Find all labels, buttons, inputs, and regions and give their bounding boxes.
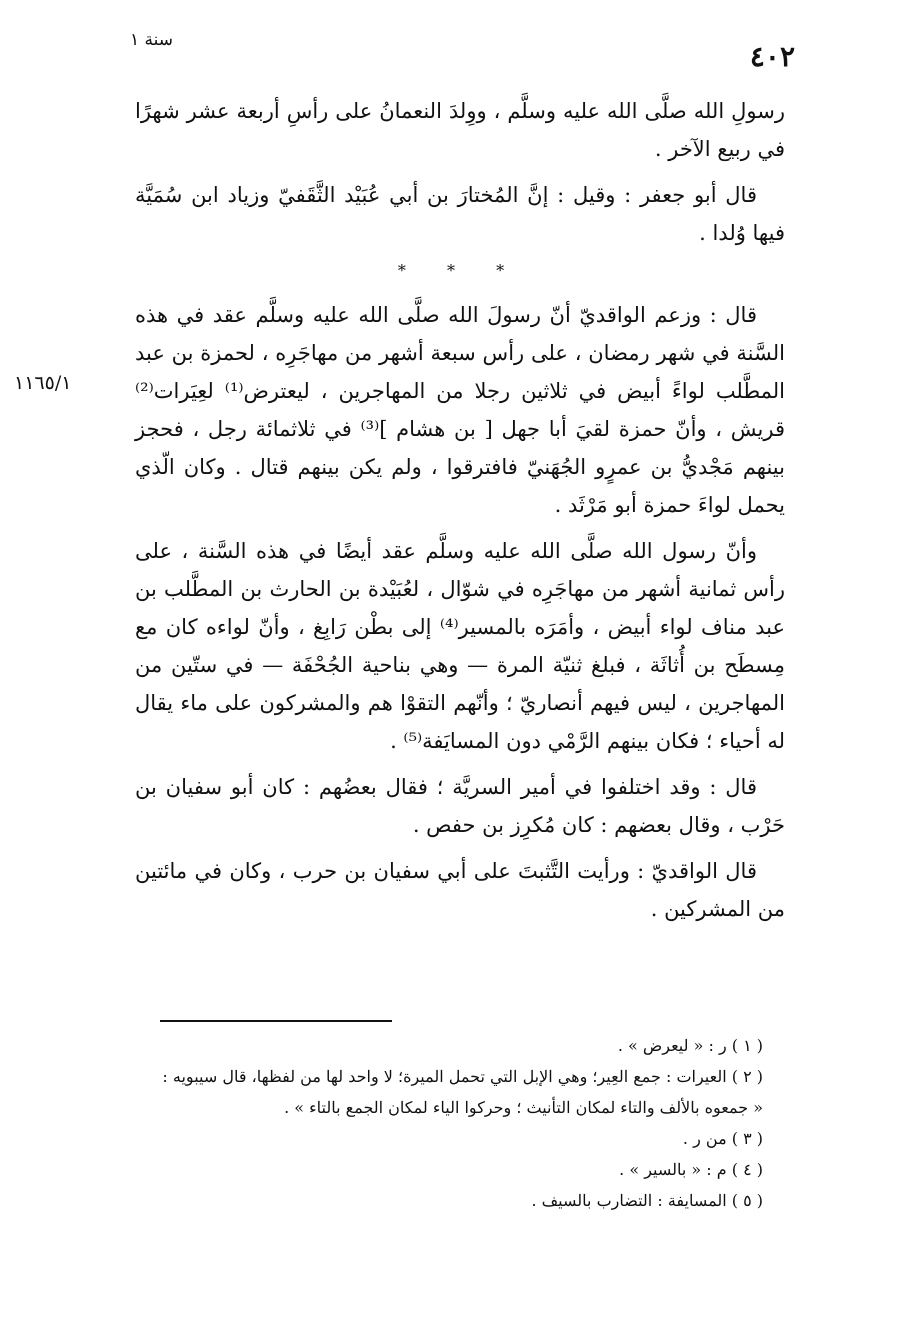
paragraph: قال الواقديّ : ورأيت التَّثبتَ على أبي سفيان بن حرب ، وكان في مائتين من المشركين . — [135, 859, 785, 921]
paragraph: قال أبو جعفر : وقيل : إنَّ المُختارَ بن أبي عُبَيْد الثَّقَفيّ وزياد ابن سُمَيَّة فيها وُلدا . — [135, 183, 785, 245]
footnote: ( ٣ ) من ر . — [682, 1129, 763, 1148]
paragraph: قال : وقد اختلفوا في أمير السريَّة ؛ فقال بعضُهم : كان أبو سفيان بن حَرْب ، وقال بعضهم : كان مُكرِز بن حفص . — [135, 775, 785, 837]
paragraph: قال : وزعم الواقديّ أنّ رسولَ الله صلَّى الله عليه وسلَّم عقد في هذه السَّنة في شهر رمضان ، على رأس سبعة أشهر من مهاجَرِه ، لحمزة بن عبد المطَّلب لواءً أبيض في ثلاثين رجلا من المهاجرين ، ليعترض⁽¹⁾ لعِيَرات⁽²⁾ قريش ، وأنّ حمزة لقيَ أبا جهل [ بن هشام ]⁽³⁾ في ثلاثمائة رجل ، فحجز بينهم مَجْديُّ بن عمرٍو الجُهَنيّ فافترقوا ، ولم يكن بينهم قتال . وكان الّذي يحمل لواءَ حمزة أبو مَرْثَد . — [135, 303, 785, 517]
margin-reference: ١١٦٥/١ — [14, 372, 72, 394]
footnotes — [123, 1030, 763, 1216]
footnote: ( ١ ) ر : « ليعرض » . — [617, 1036, 763, 1055]
footnote-continuation: « جمعوه بالألف والتاء لمكان التأنيث ؛ وحركوا الياء لمكان الجمع بالتاء » . — [284, 1098, 763, 1117]
page-number: ٤٠٢ — [749, 40, 795, 73]
paragraph: رسولِ الله صلَّى الله عليه وسلَّم ، ووِلدَ النعمانُ على رأسِ أربعة عشر شهرًا في ربيع الآخر . — [135, 99, 785, 161]
footnote: ( ٢ ) العيرات : جمع العِير؛ وهي الإبل التي تحمل الميرة؛ لا واحد لها من لفظها، قال سيبويه : — [162, 1067, 763, 1086]
footnote: ( ٤ ) م : « بالسير » . — [619, 1160, 763, 1179]
running-head: سنة ١ — [130, 30, 174, 50]
main-text — [135, 92, 785, 936]
footnote: ( ٥ ) المسايفة : التضارب بالسيف . — [531, 1191, 763, 1210]
section-separator: * * * — [397, 261, 523, 280]
footnote-divider — [160, 1020, 392, 1022]
paragraph: وأنّ رسول الله صلَّى الله عليه وسلَّم عقد أيضًا في هذه السَّنة ، على رأس ثمانية أشهر من مهاجَرِه في شوّال ، لعُبَيْدة بن الحارث بن المطَّلب بن عبد مناف لواء أبيض ، وأمَرَه بالمسير⁽⁴⁾ إلى بطْن رَابِغ ، وأنّ لواءه كان مع مِسطَح بن أُثاثَة ، فبلغ ثنيّة المرة — وهي بناحية الجُحْفَة — في ستّين من المهاجرين ، ليس فيهم أنصاريّ ؛ وأنّهم التقوْا هم والمشركون على ماء يقال له أحياء ؛ فكان بينهم الرَّمْي دون المسايَفة⁽⁵⁾ . — [135, 539, 785, 753]
